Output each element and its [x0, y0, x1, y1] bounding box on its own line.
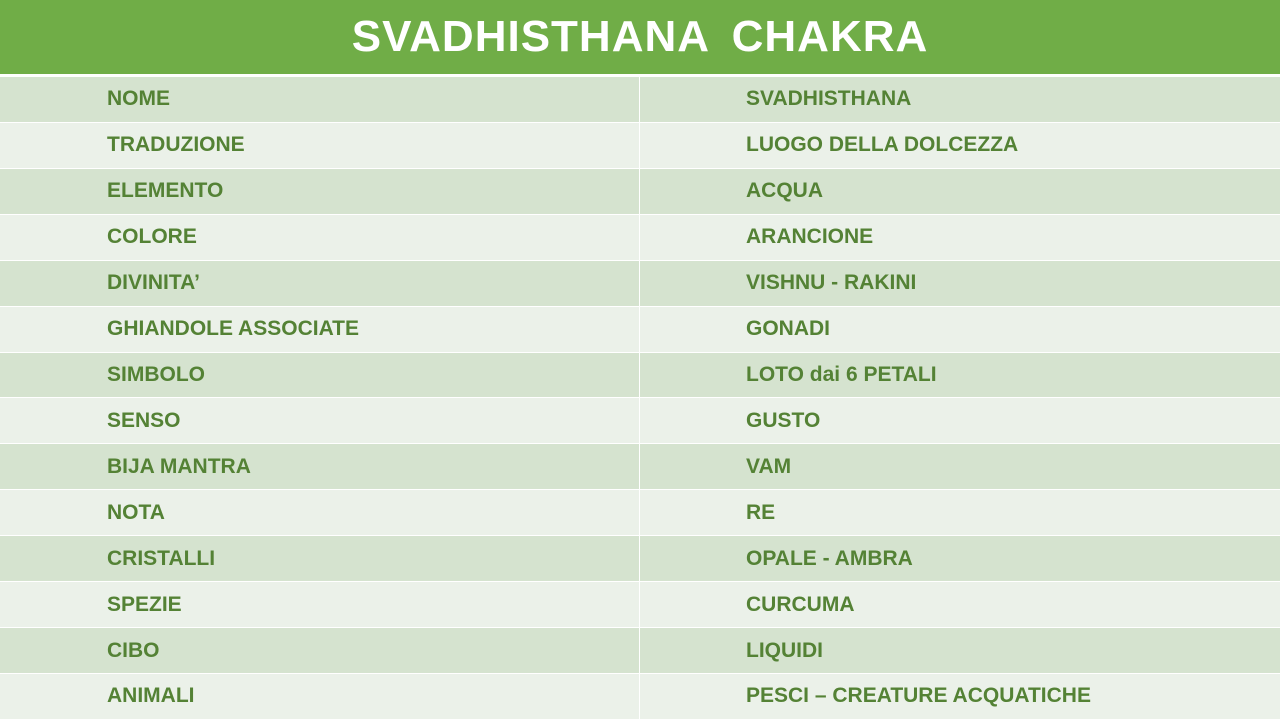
row-value: LUOGO DELLA DOLCEZZA — [746, 133, 1019, 157]
row-value: ARANCIONE — [746, 225, 874, 249]
title-bar — [0, 0, 1280, 76]
table-row — [0, 169, 1280, 215]
row-key: GHIANDOLE ASSOCIATE — [0, 307, 640, 352]
row-value: PESCI – CREATURE ACQUATICHE — [746, 684, 1091, 708]
row-key: TRADUZIONE — [0, 123, 640, 168]
table-row — [0, 628, 1280, 674]
row-value: OPALE - AMBRA — [746, 546, 913, 570]
table-row — [0, 444, 1280, 490]
row-key: CRISTALLI — [0, 536, 640, 581]
row-value: SVADHISTHANA — [746, 87, 912, 111]
table-row — [0, 307, 1280, 353]
table-row — [0, 398, 1280, 444]
slide-title: SVADHISTHANA CHAKRA — [351, 12, 929, 61]
row-value: ACQUA — [746, 179, 823, 203]
row-key: ANIMALI — [0, 674, 640, 719]
table-row — [0, 123, 1280, 169]
table-row — [0, 215, 1280, 261]
row-key: NOME — [0, 77, 640, 122]
table-row — [0, 674, 1280, 720]
row-key: NOTA — [0, 490, 640, 535]
row-key: CIBO — [0, 628, 640, 673]
table-row — [0, 261, 1280, 307]
table-row — [0, 490, 1280, 536]
row-value: VAM — [746, 454, 792, 478]
row-value: CURCUMA — [746, 592, 855, 616]
row-value: VISHNU - RAKINI — [746, 271, 917, 295]
row-value: RE — [746, 500, 776, 524]
row-key: COLORE — [0, 215, 640, 260]
row-key: DIVINITA’ — [0, 261, 640, 306]
row-key: SPEZIE — [0, 582, 640, 627]
row-key: BIJA MANTRA — [0, 444, 640, 489]
row-value: LOTO dai 6 PETALI — [746, 362, 937, 386]
table-row — [0, 77, 1280, 123]
table-row — [0, 536, 1280, 582]
row-value: GUSTO — [746, 408, 821, 432]
row-key: SENSO — [0, 398, 640, 443]
chakra-table — [0, 77, 1280, 720]
row-key: SIMBOLO — [0, 353, 640, 398]
table-row — [0, 582, 1280, 628]
row-key: ELEMENTO — [0, 169, 640, 214]
table-row — [0, 353, 1280, 399]
row-value: GONADI — [746, 317, 830, 341]
row-value: LIQUIDI — [746, 638, 823, 662]
